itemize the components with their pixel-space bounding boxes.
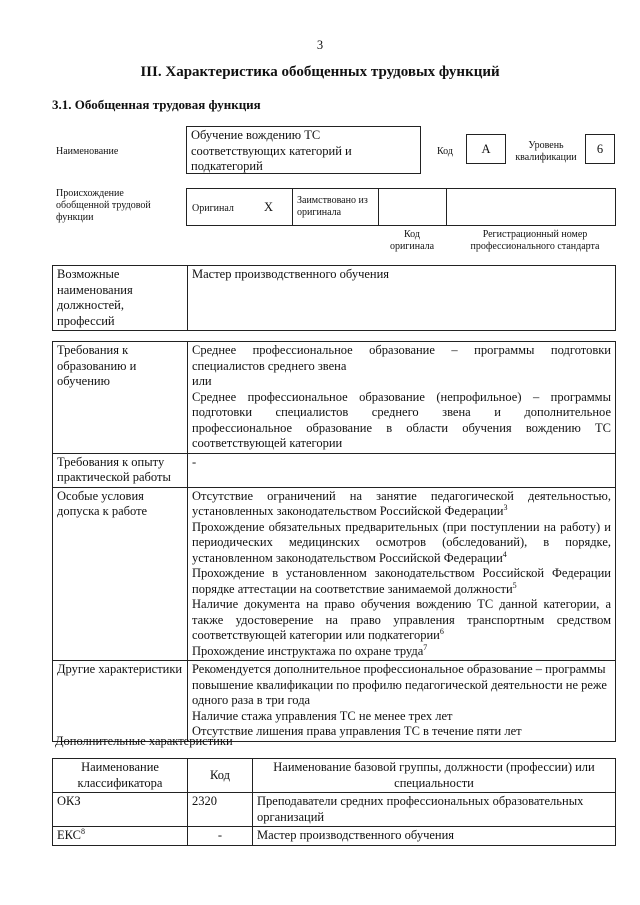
special-line-1: Отсутствие ограничений на занятие педагогической деятельностью, установленных законодательством Российской Федерации$^3$ [192, 488, 611, 518]
page-number: 3 [316, 38, 324, 52]
header-group: Наименование базовой группы, должности (профессии) или специальности [253, 759, 616, 793]
name-value: Обучение вождению ТС соответствующих категорий и подкатегорий [191, 128, 352, 173]
special-value [188, 487, 616, 661]
original-label: Оригинал [192, 203, 234, 214]
requirements-table [52, 341, 616, 742]
other-line-1: Рекомендуется дополнительное профессиональное образование – программы повышение квалификации по профилю педагогической деятельности не реже одного раза в три года [192, 662, 607, 707]
name-label: Наименование [56, 146, 119, 157]
positions-value: Мастер производственного обучения [188, 266, 616, 331]
reg-number-caption: Регистрационный номер профессионального стандарта [470, 229, 600, 252]
special-label: Особые условия допуска к работе [53, 487, 188, 661]
subsection-title: 3.1. Обобщенная трудовая функция [52, 97, 261, 112]
origin-divider-2 [378, 188, 379, 226]
code-value: А [481, 142, 491, 156]
requirements-row-education [53, 342, 616, 454]
footnote-8: 8 [81, 826, 85, 836]
other-label: Другие характеристики [53, 661, 188, 742]
code-value-box [466, 134, 506, 164]
requirements-row-special [53, 487, 616, 661]
experience-value: - [188, 453, 616, 487]
footnote-3: 3 [503, 502, 508, 512]
level-label: Уровень квалификации [515, 140, 577, 163]
header-code: Код [188, 759, 253, 793]
name-value-box [186, 126, 421, 174]
footnote-4: 4 [502, 549, 507, 559]
okz-classifier: ОКЗ [53, 793, 188, 827]
borrowed-label: Заимствовано из оригинала [297, 195, 368, 218]
special-line-4: Наличие документа на право обучения вождению ТС данной категории, а также удостоверение на право управления транспортным средством соответствующей категории или подкатегории$^6$ [192, 597, 611, 642]
special-line-3: Прохождение в установленном законодательством Российской Федерации порядке аттестации на соответствие занимаемой должности$^5$ [192, 566, 611, 596]
education-line-2: или [192, 374, 212, 388]
eks-classifier: ЕКС$^8$ [53, 827, 188, 846]
origin-divider-3 [446, 188, 447, 226]
section-title: III. Характеристика обобщенных трудовых функций [140, 64, 500, 80]
special-line-5: Прохождение инструктажа по охране труда$^7$ [192, 642, 428, 658]
other-line-2: Наличие стажа управления ТС не менее трех лет [192, 708, 453, 723]
original-mark: X [264, 200, 274, 214]
footnote-5: 5 [512, 580, 517, 590]
education-value [188, 342, 616, 454]
eks-code: - [188, 827, 253, 846]
level-value-box [585, 134, 615, 164]
code-label: Код [437, 146, 453, 157]
footnote-6: 6 [439, 626, 444, 636]
positions-table [52, 265, 616, 331]
other-line-3: Отсутствие лишения права управления ТС в течение пяти лет [192, 724, 522, 738]
level-value: 6 [596, 142, 604, 156]
positions-label: Возможные наименования должностей, профессий [53, 266, 188, 331]
additional-title: Дополнительные характеристики [55, 734, 233, 748]
education-line-1: Среднее профессиональное образование – программы подготовки специалистов среднего звена [192, 343, 611, 373]
experience-label: Требования к опыту практической работы [53, 453, 188, 487]
origin-code-caption: Код оригинала [389, 229, 435, 252]
additional-table [52, 758, 616, 846]
eks-group: Мастер производственного обучения [253, 827, 616, 846]
additional-row-eks [53, 827, 616, 846]
requirements-row-other [53, 661, 616, 742]
education-line-3: Среднее профессиональное образование (непрофильное) – программы подготовки специалистов среднего звена и дополнительное профессиональное образование в области обучения вождению ТС соответствующей категории [192, 389, 611, 450]
okz-code: 2320 [188, 793, 253, 827]
requirements-row-experience [53, 453, 616, 487]
footnote-7: 7 [423, 642, 428, 652]
okz-group: Преподаватели средних профессиональных образовательных организаций [253, 793, 616, 827]
special-line-2: Прохождение обязательных предварительных (при поступлении на работу) и периодических медицинских осмотров (обследований), в порядке, установленном законодательством Российской Федерации$^4$ [192, 519, 611, 565]
education-label: Требования к образованию и обучению [53, 342, 188, 454]
other-value [188, 661, 616, 742]
header-classifier: Наименование классификатора [53, 759, 188, 793]
origin-divider-1 [292, 188, 293, 226]
origin-label: Происхождение обобщенной трудовой функции [56, 188, 151, 223]
origin-box [186, 188, 616, 226]
additional-header-row [53, 759, 616, 793]
additional-row-okz [53, 793, 616, 827]
